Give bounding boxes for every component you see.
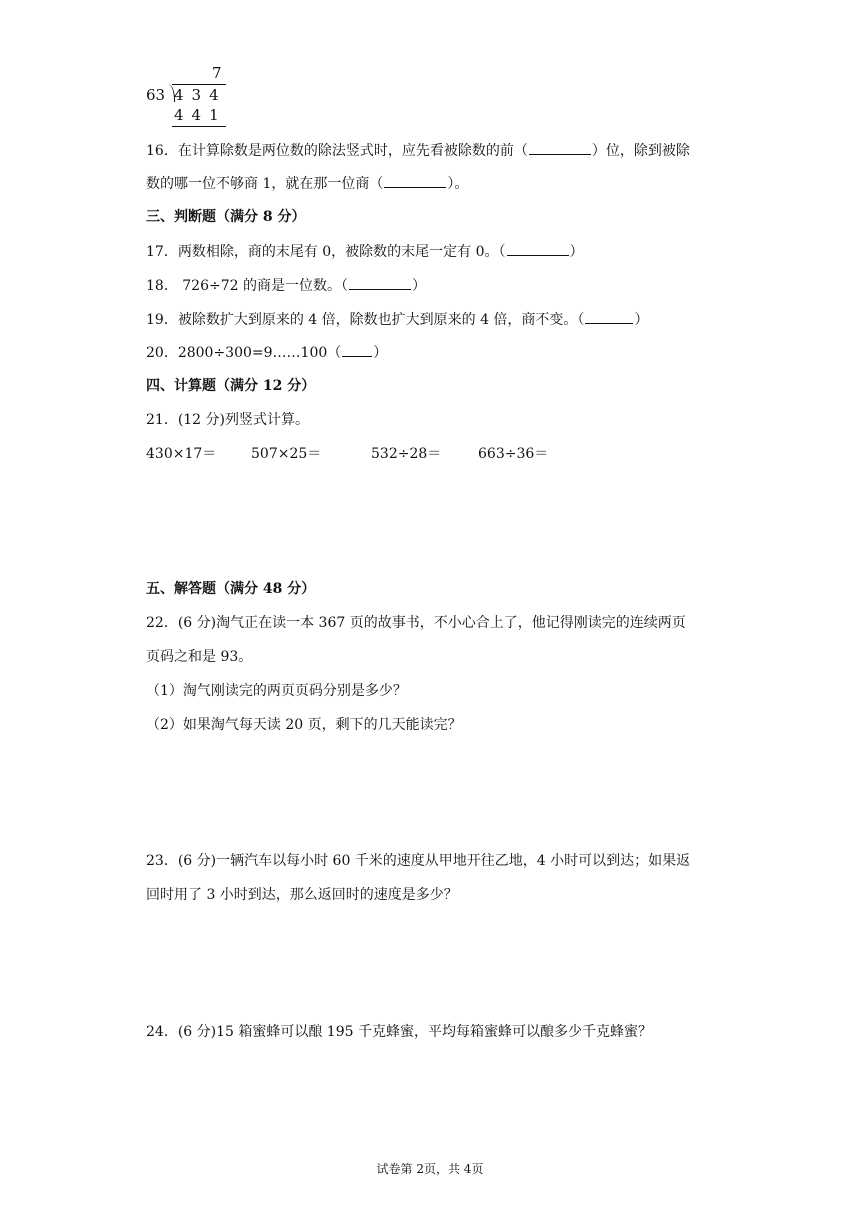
question-23-line-1: 23．(6 分)一辆汽车以每小时 60 千米的速度从甲地开往乙地，4 小时可以到达；如果返 [146, 853, 691, 869]
division-bottom-bar [172, 126, 226, 127]
section-4-heading: 四、计算题（满分 12 分） [146, 378, 316, 394]
answer-blank[interactable] [507, 241, 569, 256]
question-16-line-2: 数的哪一位不够商 1，就在那一位商（ ）。 [146, 173, 468, 194]
question-24-line-1: 24．(6 分)15 箱蜜蜂可以酿 195 千克蜂蜜，平均每箱蜜蜂可以酿多少千克蜂蜜？ [146, 1024, 652, 1040]
question-21-title: 21．(12 分)列竖式计算。 [146, 412, 310, 428]
division-product: 441 [174, 106, 227, 124]
division-quotient: 7 [212, 64, 222, 82]
calc-item-2: 507×25＝ [251, 446, 322, 462]
long-division-figure [146, 64, 256, 128]
division-top-bar [172, 84, 226, 85]
question-18: 18． 726÷72 的商是一位数。（ ） [146, 275, 426, 296]
answer-blank[interactable] [349, 275, 411, 290]
question-20: 20．2800÷300=9……100（ ） [146, 342, 387, 363]
question-22-sub-2: （2）如果淘气每天读 20 页，剩下的几天能读完？ [146, 717, 462, 733]
answer-blank[interactable] [384, 173, 446, 188]
section-3-heading: 三、判断题（满分 8 分） [146, 209, 306, 225]
question-22-line-1: 22．(6 分)淘气正在读一本 367 页的故事书，不小心合上了，他记得刚读完的连续两页 [146, 615, 686, 631]
calc-item-1: 430×17＝ [146, 446, 217, 462]
page-footer: 试卷第 2页，共 4页 [376, 1162, 484, 1176]
question-22-line-2: 页码之和是 93。 [146, 649, 253, 665]
division-dividend: 434 [174, 86, 227, 104]
question-23-line-2: 回时用了 3 小时到达，那么返回时的速度是多少？ [146, 887, 458, 903]
calc-item-4: 663÷36＝ [478, 446, 549, 462]
calc-item-3: 532÷28＝ [371, 446, 442, 462]
section-5-heading: 五、解答题（满分 48 分） [146, 581, 316, 597]
answer-blank[interactable] [342, 342, 372, 357]
question-17: 17．两数相除，商的末尾有 0，被除数的末尾一定有 0。（ ） [146, 241, 584, 262]
division-divisor: 63 [146, 86, 166, 104]
question-22-sub-1: （1）淘气刚读完的两页页码分别是多少？ [146, 683, 407, 699]
answer-blank[interactable] [585, 309, 633, 324]
answer-blank[interactable] [529, 140, 591, 155]
question-16-line-1: 16．在计算除数是两位数的除法竖式时，应先看被除数的前（ ）位，除到被除 [146, 140, 690, 161]
question-19: 19．被除数扩大到原来的 4 倍，除数也扩大到原来的 4 倍，商不变。（ ） [146, 309, 648, 330]
